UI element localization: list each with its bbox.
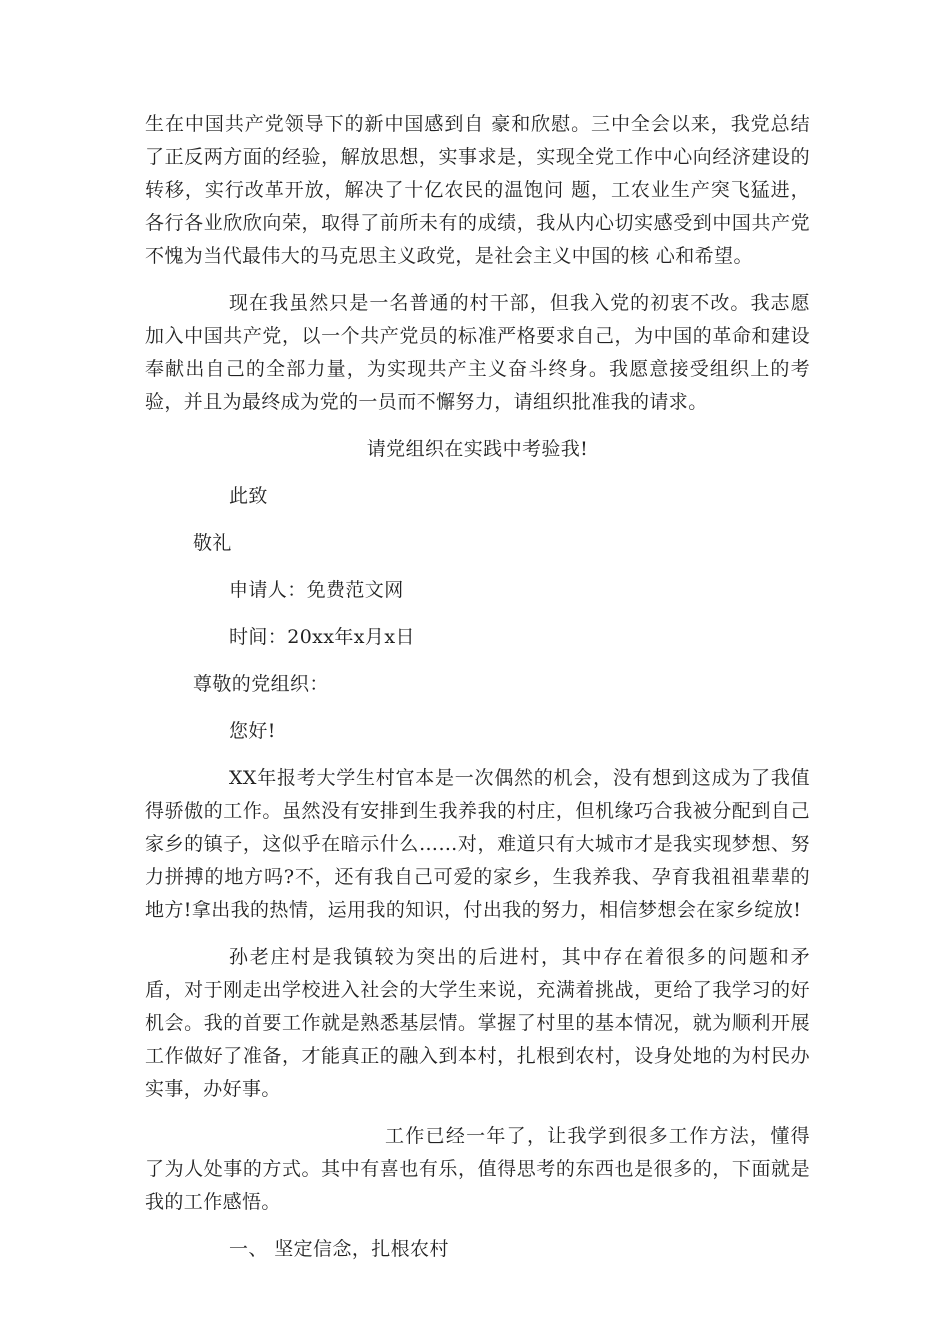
document-page xyxy=(145,108,810,1266)
paragraph-work-reflection: 工作已经一年了，让我学到很多工作方法，懂得了为人处事的方式。其中有喜也有乐，值得思考的东西也是很多的，下面就是我的工作感悟。 xyxy=(145,1125,810,1213)
application-date: 时间：20xx年x月x日 xyxy=(229,626,415,648)
paragraph-village-official: XX年报考大学生村官本是一次偶然的机会，没有想到这成为了我值得骄傲的工作。虽然没有安排到生我养我的村庄，但机缘巧合我被分配到自己家乡的镇子，这似乎在暗示什么……对，难道只有大城市才是我实现梦想、努力拼搏的地方吗?不，还有我自己可爱的家乡，生我养我、孕育我祖祖辈辈的地方!拿出我的热情，运用我的知识，付出我的努力，相信梦想会在家乡绽放! xyxy=(145,767,810,921)
section-heading-1: 一、 坚定信念，扎根农村 xyxy=(229,1238,449,1260)
applicant-signature: 申请人：免费范文网 xyxy=(229,579,404,601)
centered-request-line: 请党组织在实践中考验我! xyxy=(366,438,589,460)
letter-hello: 您好! xyxy=(229,720,276,742)
salutation-cizhi: 此致 xyxy=(229,485,268,507)
paragraph-application-resolve: 现在我虽然只是一名普通的村干部，但我入党的初衷不改。我志愿加入中国共产党，以一个共产党员的标准严格要求自己，为中国的革命和建设奉献出自己的全部力量，为实现共产主义奋斗终身。我愿意接受组织上的考验，并且为最终成为党的一员而不懈努力，请组织批准我的请求。 xyxy=(145,292,810,413)
letter-greeting: 尊敬的党组织： xyxy=(193,673,329,695)
paragraph-village-challenges: 孙老庄村是我镇较为突出的后进村，其中存在着很多的问题和矛盾，对于刚走出学校进入社会的大学生来说，充满着挑战，更给了我学习的好机会。我的首要工作就是熟悉基层情。掌握了村里的基本情况，就为顺利开展工作做好了准备，才能真正的融入到本村，扎根到农村，设身处地的为村民办实事，办好事。 xyxy=(145,946,810,1100)
paragraph-party-achievements: 生在中国共产党领导下的新中国感到自 豪和欣慰。三中全会以来，我党总结了正反两方面的经验，解放思想，实事求是，实现全党工作中心向经济建设的转移，实行改革开放，解决了十亿农民的温饱问 题，工农业生产突飞猛进，各行各业欣欣向荣，取得了前所未有的成绩，我从内心切实感受到中国共产党不愧为当代最伟大的马克思主义政党，是社会主义中国的核 心和希望。 xyxy=(145,113,810,267)
salutation-jingli: 敬礼 xyxy=(193,532,232,554)
